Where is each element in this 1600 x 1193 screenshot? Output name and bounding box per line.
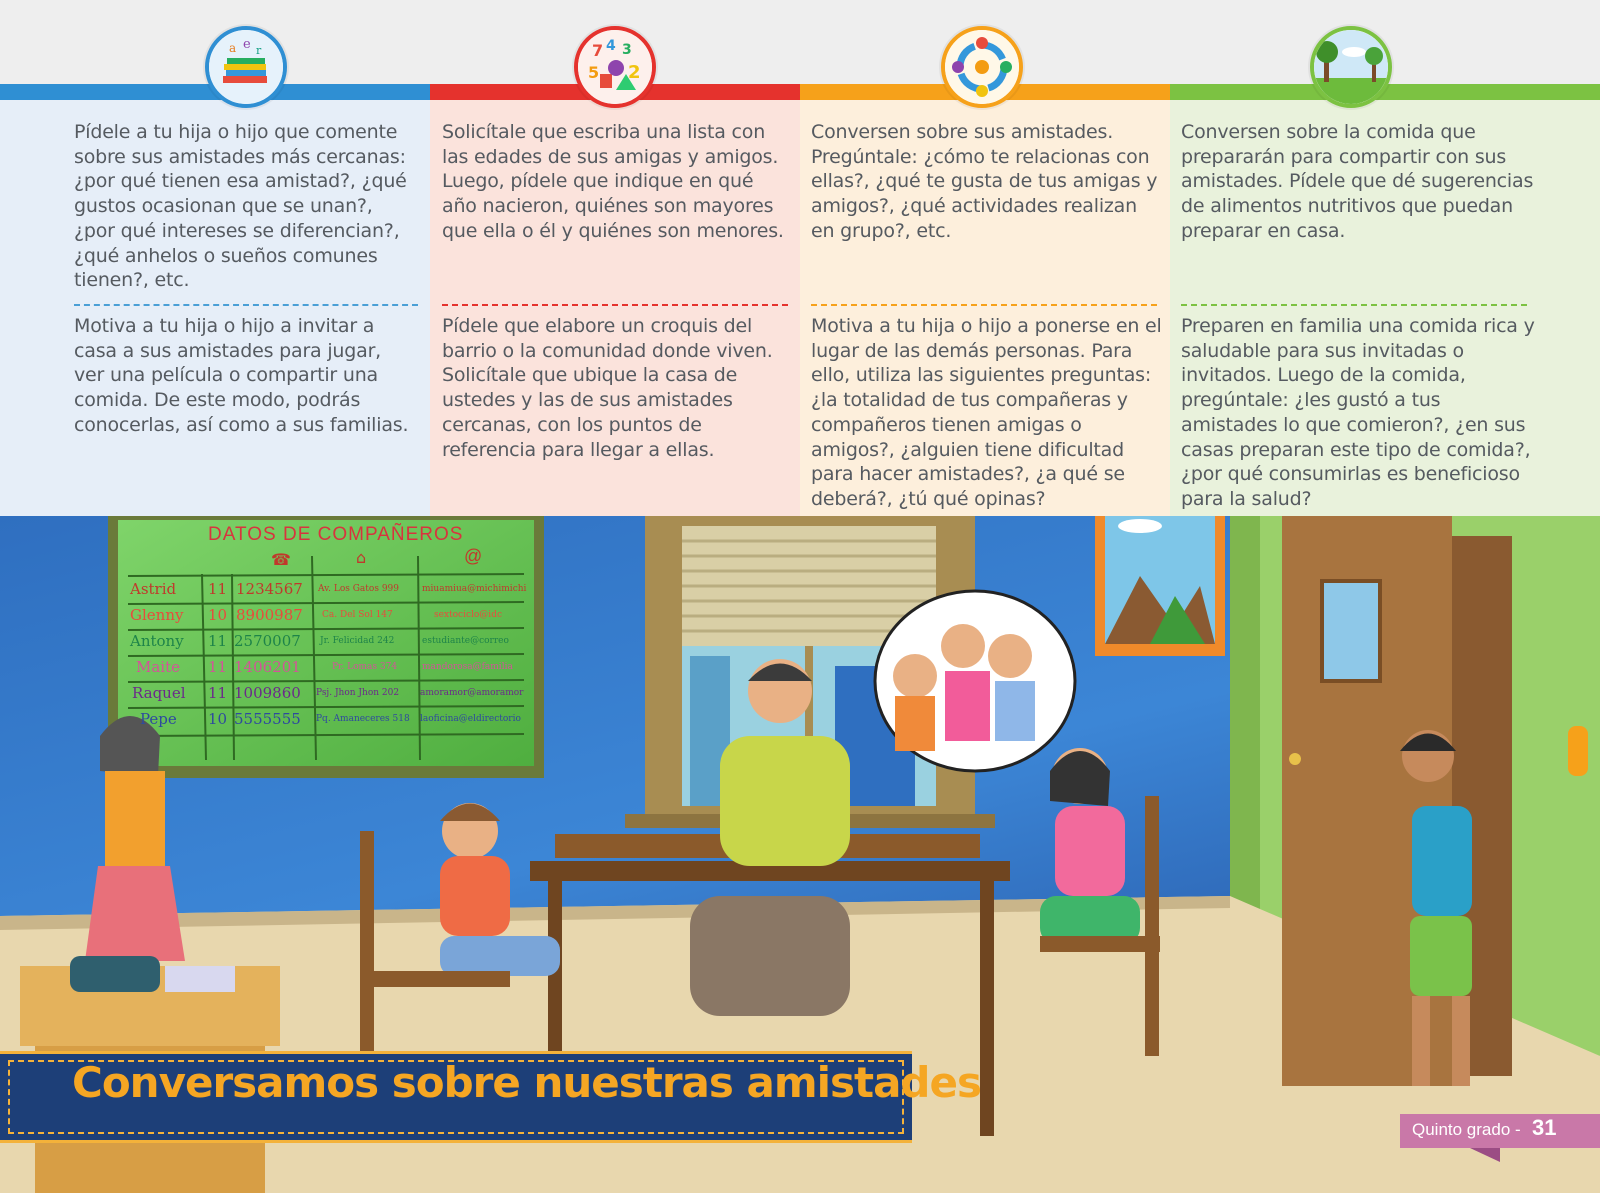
svg-text:2: 2	[628, 62, 641, 83]
board-name: Maite	[136, 658, 181, 676]
board-address: Psj. Jhon Jhon 202	[316, 688, 400, 698]
dashed-divider	[811, 304, 1157, 306]
activity-column-social	[800, 84, 1170, 516]
board-email: miuamiua@michimichi	[422, 584, 527, 594]
board-email: estudiante@correo	[422, 636, 509, 646]
board-row	[128, 656, 528, 682]
board-phone: 5555555	[234, 710, 301, 728]
board-name: Pepe	[140, 710, 177, 728]
board-email: sextociclo@idc	[434, 610, 502, 620]
svg-text:4: 4	[606, 38, 616, 54]
board-name: Raquel	[132, 684, 186, 702]
badge-fold	[1470, 1148, 1500, 1162]
activity-text-top: Conversen sobre sus amistades. Pregúntale: ¿cómo te relacionas con ellas?, ¿qué te gusta de tus amigas y amigos?, ¿qué actividades realizan en grupo?, etc.	[811, 121, 1158, 242]
books-letters-icon	[205, 26, 287, 108]
board-row	[128, 604, 528, 630]
activity-column-math	[430, 38, 800, 516]
activity-text-top: Solicítale que escriba una lista con las edades de sus amigas y amigos. Luego, pídele que indique en qué año nacieron, quiénes son mayores que ella o él y quiénes son menores.	[442, 121, 784, 242]
activity-text-bottom: Motiva a tu hija o hijo a ponerse en el lugar de las demás personas. Para ello, utiliza las siguientes preguntas: ¿la totalidad de tus compañeras y compañeros tienen amigas o amigos?, ¿alguien tiene dificultad para hacer amistades?, ¿a qué se deberá?, ¿tú qué opinas?	[811, 315, 1162, 510]
board-row	[128, 682, 528, 708]
board-address: Pr. Lomas 374	[332, 662, 398, 672]
people-circle-icon	[941, 26, 1023, 108]
svg-text:5: 5	[588, 63, 600, 82]
board-age: 10	[208, 710, 228, 728]
board-phone: 2570007	[234, 632, 301, 650]
activity-column-science	[1170, 84, 1600, 516]
board-row	[128, 630, 528, 656]
dashed-divider	[442, 304, 788, 306]
dashed-divider	[1181, 304, 1527, 306]
board-phone: 1406201	[234, 658, 301, 676]
board-title: DATOS DE COMPAÑEROS	[208, 524, 464, 545]
svg-text:r: r	[256, 44, 262, 57]
board-age: 11	[208, 632, 228, 650]
board-name: Glenny	[130, 606, 184, 624]
board-email: amoramor@amoramor	[420, 688, 524, 698]
svg-text:a: a	[229, 41, 237, 55]
page-title: Conversamos sobre nuestras amistades	[72, 1058, 981, 1107]
numbers-shapes-icon	[574, 26, 656, 108]
board-age: 11	[208, 684, 228, 702]
page-number-badge	[1400, 1114, 1600, 1148]
page-number: 31	[1532, 1115, 1557, 1140]
board-phone: 8900987	[236, 606, 303, 624]
board-address: Pq. Amaneceres 518	[316, 714, 410, 724]
board-address: Av. Los Gatos 999	[318, 584, 399, 594]
board-row	[128, 578, 528, 604]
svg-text:3: 3	[622, 42, 632, 58]
board-age: 11	[208, 658, 228, 676]
board-age: 11	[208, 580, 228, 598]
board-row	[128, 708, 528, 734]
board-age: 10	[208, 606, 228, 624]
activity-text-bottom: Motiva a tu hija o hijo a invitar a casa a sus amistades para jugar, ver una película o compartir una comida. De este modo, podrás conocerlas, así como a sus familias.	[74, 315, 409, 436]
nature-landscape-icon	[1310, 26, 1392, 108]
board-phone: 1009860	[234, 684, 301, 702]
board-phone: 1234567	[236, 580, 303, 598]
activity-text-top: Conversen sobre la comida que prepararán para compartir con sus amistades. Pídele que dé sugerencias de alimentos nutritivos que puedan preparar en casa.	[1181, 121, 1534, 242]
board-email: mandorosa@familia	[422, 662, 513, 672]
board-address: Jr. Felicidad 242	[320, 636, 395, 646]
board-name: Antony	[130, 632, 184, 650]
board-email: laoficina@eldirectorio	[420, 714, 521, 724]
activity-column-reading	[0, 37, 430, 516]
grade-label: Quinto grado -	[1412, 1120, 1521, 1139]
phone-icon: ☎	[271, 550, 291, 569]
house-icon: ⌂	[356, 548, 367, 567]
board-address: Ca. Del Sol 147	[322, 610, 393, 620]
at-sign-icon: @	[464, 546, 483, 566]
svg-text:e: e	[243, 37, 251, 52]
svg-text:7: 7	[592, 41, 604, 60]
activity-text-bottom: Pídele que elabore un croquis del barrio o la comunidad donde viven. Solicítale que ubique la casa de ustedes y las de sus amistades cercanas, con los puntos de referencia para llegar a ellas.	[442, 315, 773, 461]
activity-text-top: Pídele a tu hija o hijo que comente sobre sus amistades más cercanas: ¿por qué tienen esa amistad?, ¿qué gustos ocasionan que se unan?, ¿por qué intereses se diferencian?, ¿qué anhelos o sueños comunes tienen?, etc.	[74, 121, 407, 292]
dashed-divider	[74, 304, 418, 306]
activity-text-bottom: Preparen en familia una comida rica y saludable para sus invitadas o invitados. Luego de la comida, pregúntale: ¿les gustó a tus amistades lo que comieron?, ¿en sus casas preparan este tipo de comida?, ¿por qué consumirlas es beneficioso para la salud?	[1181, 315, 1535, 510]
board-name: Astrid	[130, 580, 177, 598]
